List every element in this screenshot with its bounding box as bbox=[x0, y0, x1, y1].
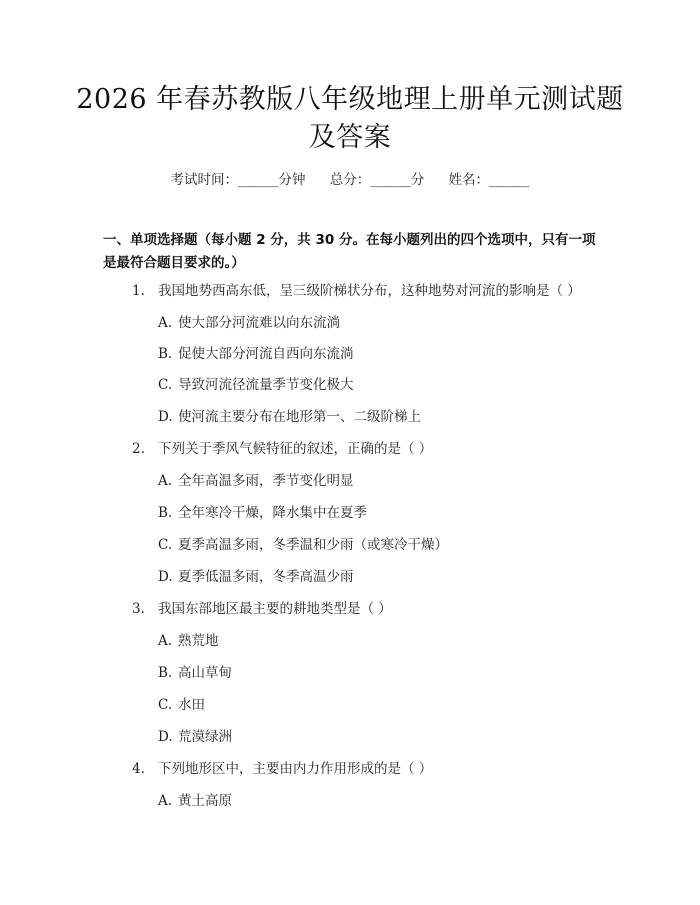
option-letter: D. bbox=[158, 409, 173, 425]
student-name-field: 姓名：______ bbox=[448, 172, 530, 188]
option-letter: C. bbox=[158, 537, 173, 553]
question-4 bbox=[132, 760, 432, 778]
section-heading-line2: 是最符合题目要求的。） bbox=[103, 255, 245, 271]
option-2a bbox=[158, 472, 354, 490]
question-number: 4. bbox=[132, 761, 145, 777]
question-text: 下列地形区中，主要由内力作用形成的是（ ） bbox=[158, 761, 433, 777]
option-text: 全年高温多雨，季节变化明显 bbox=[178, 473, 354, 489]
option-1b bbox=[158, 345, 354, 363]
option-text: 使河流主要分布在地形第一、二级阶梯上 bbox=[178, 409, 421, 425]
question-number: 2. bbox=[132, 441, 145, 457]
question-3 bbox=[132, 600, 392, 618]
option-3d bbox=[158, 728, 232, 746]
question-number: 3. bbox=[132, 601, 145, 617]
option-text: 夏季低温多雨，冬季高温少雨 bbox=[178, 569, 354, 585]
option-letter: A. bbox=[158, 473, 173, 489]
question-text: 下列关于季风气候特征的叙述，正确的是（ ） bbox=[158, 441, 433, 457]
option-text: 导致河流径流量季节变化极大 bbox=[178, 377, 354, 393]
question-text: 我国东部地区最主要的耕地类型是（ ） bbox=[158, 601, 392, 617]
option-1a bbox=[158, 314, 340, 332]
section-heading-line1: 一、单项选择题（每小题 2 分，共 30 分。在每小题列出的四个选项中，只有一项 bbox=[103, 232, 596, 248]
option-2d bbox=[158, 568, 354, 586]
option-text: 熟荒地 bbox=[178, 633, 219, 649]
option-letter: D. bbox=[158, 729, 173, 745]
option-4a bbox=[158, 792, 232, 810]
option-text: 夏季高温多雨，冬季温和少雨（或寒冷干燥） bbox=[178, 537, 448, 553]
option-1d bbox=[158, 408, 421, 426]
question-1 bbox=[132, 282, 581, 300]
option-2b bbox=[158, 504, 367, 522]
option-letter: B. bbox=[158, 665, 173, 681]
option-letter: C. bbox=[158, 377, 173, 393]
document-title-line1: 2026 年春苏教版八年级地理上册单元测试题 bbox=[76, 84, 624, 115]
total-score-field: 总分：______分 bbox=[329, 172, 425, 188]
option-text: 黄土高原 bbox=[178, 793, 232, 809]
option-1c bbox=[158, 376, 354, 394]
question-text: 我国地势西高东低，呈三级阶梯状分布，这种地势对河流的影响是（ ） bbox=[158, 283, 581, 299]
option-text: 荒漠绿洲 bbox=[178, 729, 232, 745]
option-3b bbox=[158, 664, 232, 682]
option-letter: C. bbox=[158, 697, 173, 713]
option-letter: A. bbox=[158, 633, 173, 649]
option-text: 全年寒冷干燥，降水集中在夏季 bbox=[178, 505, 367, 521]
option-letter: B. bbox=[158, 505, 173, 521]
document-title-line2: 及答案 bbox=[308, 122, 392, 153]
option-letter: B. bbox=[158, 346, 173, 362]
option-letter: A. bbox=[158, 315, 173, 331]
option-text: 水田 bbox=[178, 697, 205, 713]
option-letter: A. bbox=[158, 793, 173, 809]
question-number: 1. bbox=[132, 283, 145, 299]
exam-info bbox=[0, 168, 700, 188]
option-text: 促使大部分河流自西向东流淌 bbox=[178, 346, 354, 362]
option-3a bbox=[158, 632, 219, 650]
option-text: 高山草甸 bbox=[178, 665, 232, 681]
exam-time-field: 考试时间：______分钟 bbox=[170, 172, 306, 188]
option-3c bbox=[158, 696, 205, 714]
option-2c bbox=[158, 536, 448, 554]
question-2 bbox=[132, 440, 432, 458]
option-letter: D. bbox=[158, 569, 173, 585]
option-text: 使大部分河流难以向东流淌 bbox=[178, 315, 340, 331]
